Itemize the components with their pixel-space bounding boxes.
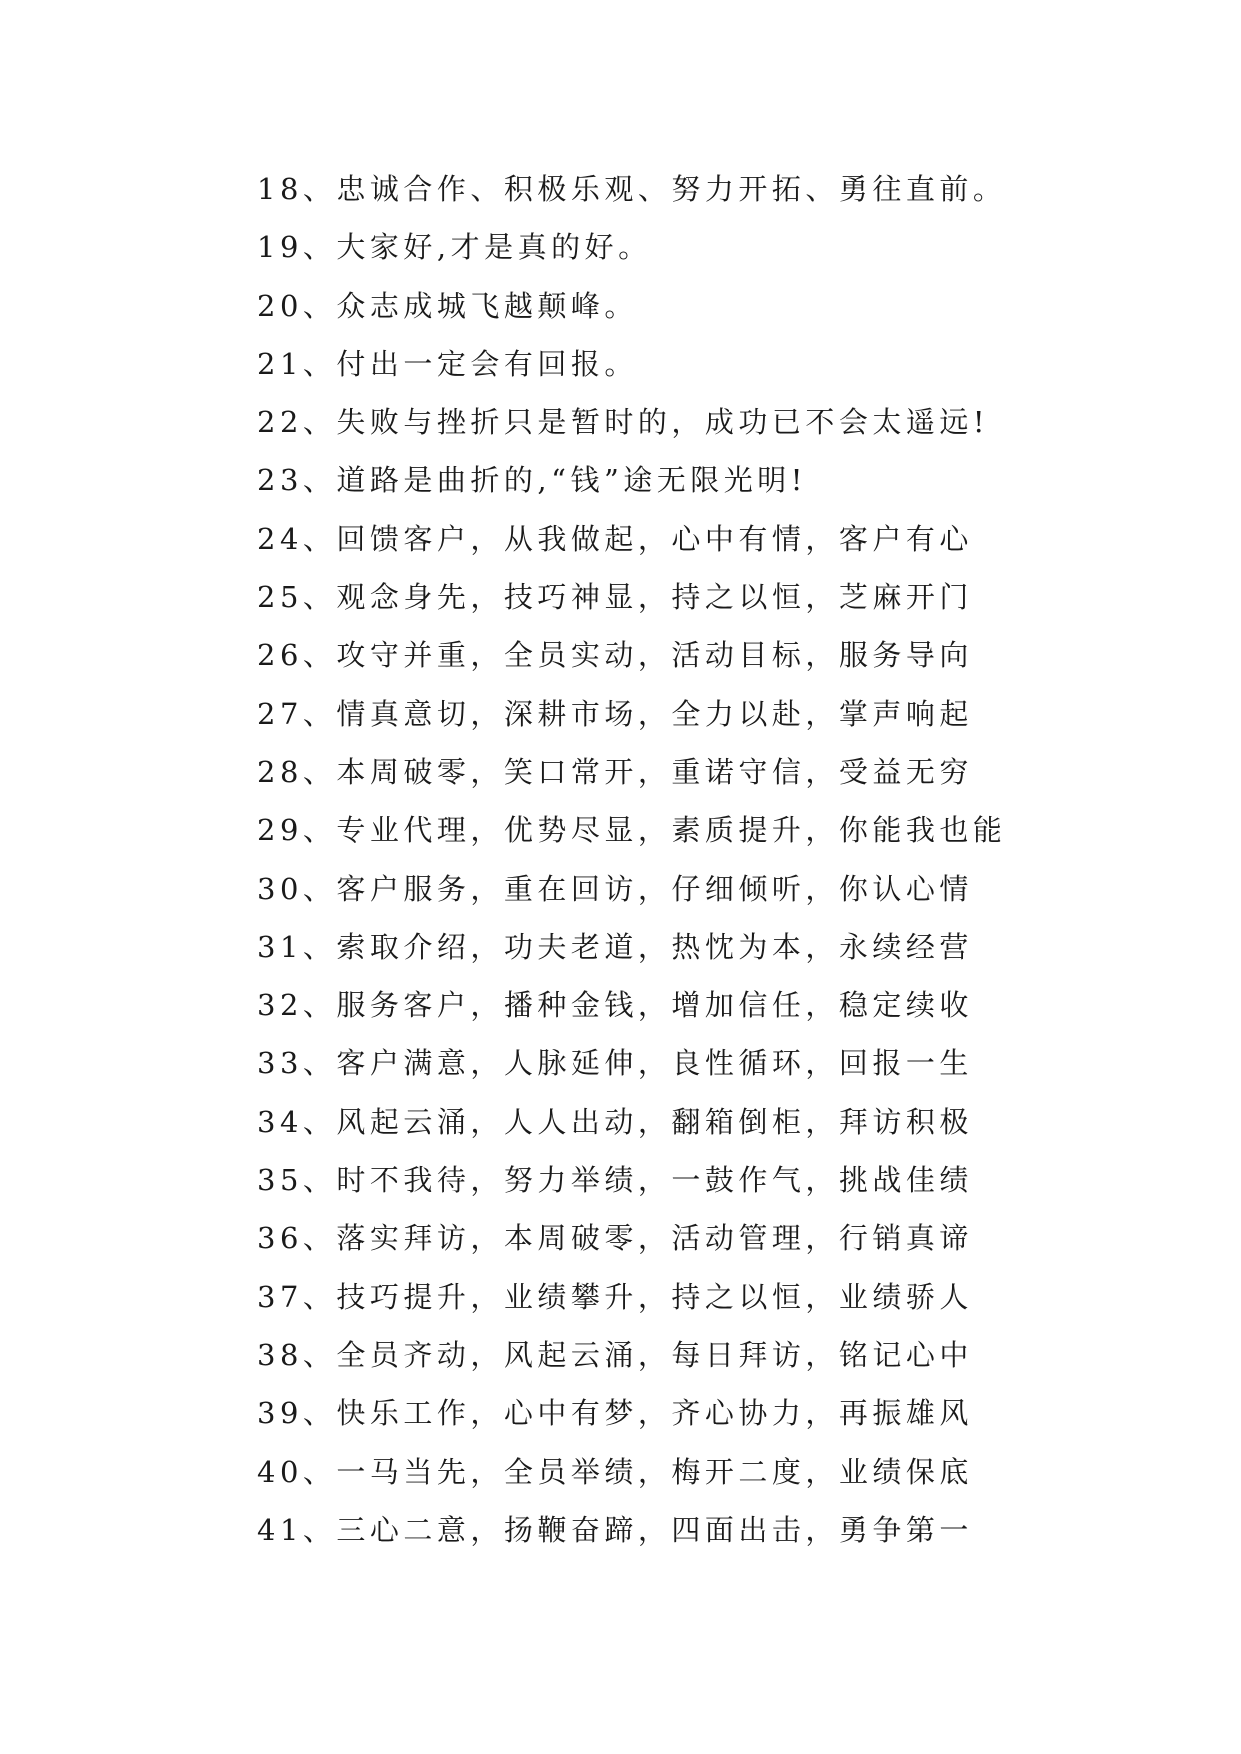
list-item: 30、客户服务，重在回访，仔细倾听，你认心情 <box>257 871 973 906</box>
list-item: 21、付出一定会有回报。 <box>257 346 638 381</box>
list-item: 20、众志成城飞越颠峰。 <box>257 288 638 323</box>
list-item: 19、大家好,才是真的好。 <box>257 230 652 265</box>
list-item: 25、观念身先，技巧神显，持之以恒，芝麻开门 <box>257 580 973 615</box>
list-item: 28、本周破零，笑口常开，重诺守信，受益无穷 <box>257 754 973 789</box>
list-item: 27、情真意切，深耕市场，全力以赴，掌声响起 <box>257 696 973 731</box>
list-item: 36、落实拜访，本周破零，活动管理，行销真谛 <box>257 1221 973 1256</box>
slogan-list <box>257 160 1006 1559</box>
list-item: 33、客户满意，人脉延伸，良性循环，回报一生 <box>257 1046 973 1081</box>
list-item: 38、全员齐动，风起云涌，每日拜访，铭记心中 <box>257 1337 973 1372</box>
list-item: 39、快乐工作，心中有梦，齐心协力，再振雄风 <box>257 1396 973 1431</box>
list-item: 26、攻守并重，全员实动，活动目标，服务导向 <box>257 638 973 673</box>
list-item: 18、忠诚合作、积极乐观、努力开拓、勇往直前。 <box>257 172 1007 206</box>
list-item: 31、索取介绍，功夫老道，热忱为本，永续经营 <box>257 929 973 964</box>
list-item: 32、服务客户，播种金钱，增加信任，稳定续收 <box>257 988 973 1023</box>
list-item: 24、回馈客户，从我做起，心中有情，客户有心 <box>257 521 973 556</box>
list-item: 22、失败与挫折只是暂时的，成功已不会太遥远! <box>257 405 990 440</box>
list-item: 40、一马当先，全员举绩，梅开二度，业绩保底 <box>257 1454 973 1489</box>
list-item: 41、三心二意，扬鞭奋蹄，四面出击，勇争第一 <box>257 1512 973 1547</box>
list-item: 35、时不我待，努力举绩，一鼓作气，挑战佳绩 <box>257 1163 973 1198</box>
list-item: 29、专业代理，优势尽显，素质提升，你能我也能 <box>257 813 1007 848</box>
list-item: 37、技巧提升，业绩攀升，持之以恒，业绩骄人 <box>257 1279 973 1314</box>
list-item: 23、道路是曲折的,“钱”途无限光明! <box>257 463 807 498</box>
list-item: 34、风起云涌，人人出动，翻箱倒柜，拜访积极 <box>257 1104 973 1139</box>
